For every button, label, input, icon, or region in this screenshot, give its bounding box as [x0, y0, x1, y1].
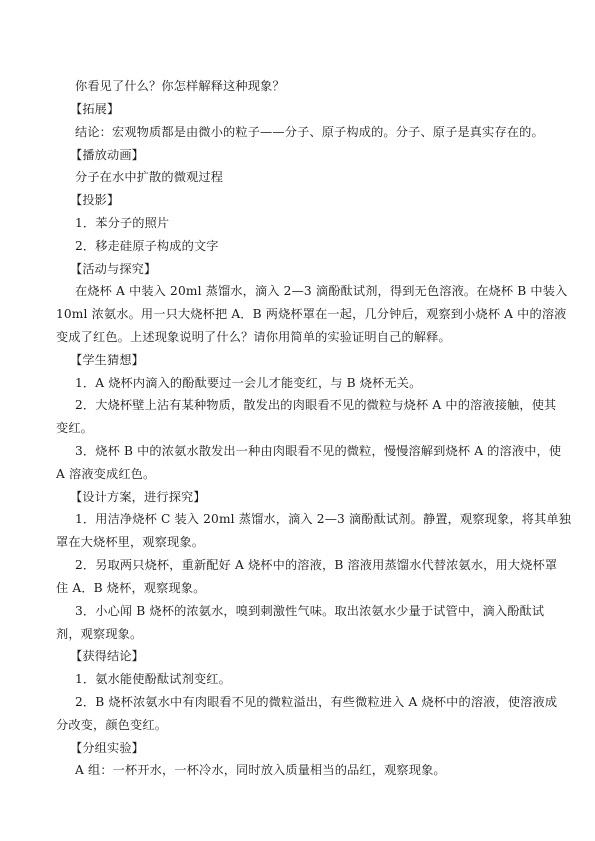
plan-item-1-line-2: 罩在大烧杯里，观察现象。 [56, 535, 205, 549]
plan-item-1-line-1: 1．用洁净烧杯 C 装入 20ml 蒸馏水，滴入 2—3 滴酚酞试剂。静置，观察现象，将其单独 [75, 512, 572, 526]
heading-student-guess: 【学生猜想】 [70, 353, 145, 367]
heading-activity: 【活动与探究】 [70, 262, 157, 276]
group-a-experiment: A 组：一杯开水，一杯冷水，同时放入质量相当的品红，观察现象。 [75, 763, 446, 777]
conclusion-line: 结论：宏观物质都是由微小的粒子——分子、原子构成的。分子、原子是真实存在的。 [75, 125, 544, 139]
plan-item-3-line-2: 剂，观察现象。 [56, 627, 143, 641]
heading-design-plan: 【设计方案，进行探究】 [70, 490, 206, 504]
heading-conclusion: 【获得结论】 [70, 649, 145, 663]
heading-group-experiment: 【分组实验】 [70, 741, 145, 755]
projection-item-2: 2．移走硅原子构成的文字 [75, 239, 219, 253]
heading-extension: 【拓展】 [70, 102, 120, 116]
conclusion-item-2-line-1: 2．B 烧杯浓氨水中有肉眼看不见的微粒溢出，有些微粒进入 A 烧杯中的溶液，使溶液成 [75, 695, 558, 709]
activity-paragraph-line-1: 在烧杯 A 中装入 20ml 蒸馏水，滴入 2—3 滴酚酞试剂，得到无色溶液。在烧杯 B 中装入 [75, 284, 568, 298]
heading-projection: 【投影】 [70, 193, 120, 207]
guess-item-2-line-2: 变红。 [56, 421, 94, 435]
guess-item-1: 1．A 烧杯内滴入的酚酞要过一会儿才能变红，与 B 烧杯无关。 [75, 376, 422, 390]
activity-paragraph-line-3: 变成了红色。上述现象说明了什么？请你用简单的实验证明自己的解释。 [56, 330, 451, 344]
question-line: 你看见了什么？你怎样解释这种现象？ [75, 79, 285, 93]
heading-animation: 【播放动画】 [70, 148, 145, 162]
plan-item-2-line-2: 住 A．B 烧杯，观察现象。 [56, 581, 206, 595]
guess-item-2-line-1: 2．大烧杯壁上沾有某种物质，散发出的肉眼看不见的微粒与烧杯 A 中的溶液接触，使其 [75, 398, 557, 412]
plan-item-3-line-1: 3．小心闻 B 烧杯的浓氨水，嗅到刺激性气味。取出浓氨水少量于试管中，滴入酚酞试 [75, 604, 545, 618]
conclusion-item-1: 1．氨水能使酚酞试剂变红。 [75, 672, 231, 686]
plan-item-2-line-1: 2．另取两只烧杯，重新配好 A 烧杯中的溶液，B 溶液用蒸馏水代替浓氨水，用大烧杯罩 [75, 558, 558, 572]
guess-item-3-line-2: A 溶液变成红色。 [56, 467, 156, 481]
animation-text: 分子在水中扩散的微观过程 [75, 170, 224, 184]
guess-item-3-line-1: 3．烧杯 B 中的浓氨水散发出一种由肉眼看不见的微粒，慢慢溶解到烧杯 A 的溶液中，使 [75, 444, 562, 458]
projection-item-1: 1．苯分子的照片 [75, 216, 170, 230]
activity-paragraph-line-2: 10ml 浓氨水。用一只大烧杯把 A．B 两烧杯罩在一起，几分钟后，观察到小烧杯 A 中的溶液 [56, 307, 567, 321]
conclusion-item-2-line-2: 分改变，颜色变红。 [56, 718, 168, 732]
